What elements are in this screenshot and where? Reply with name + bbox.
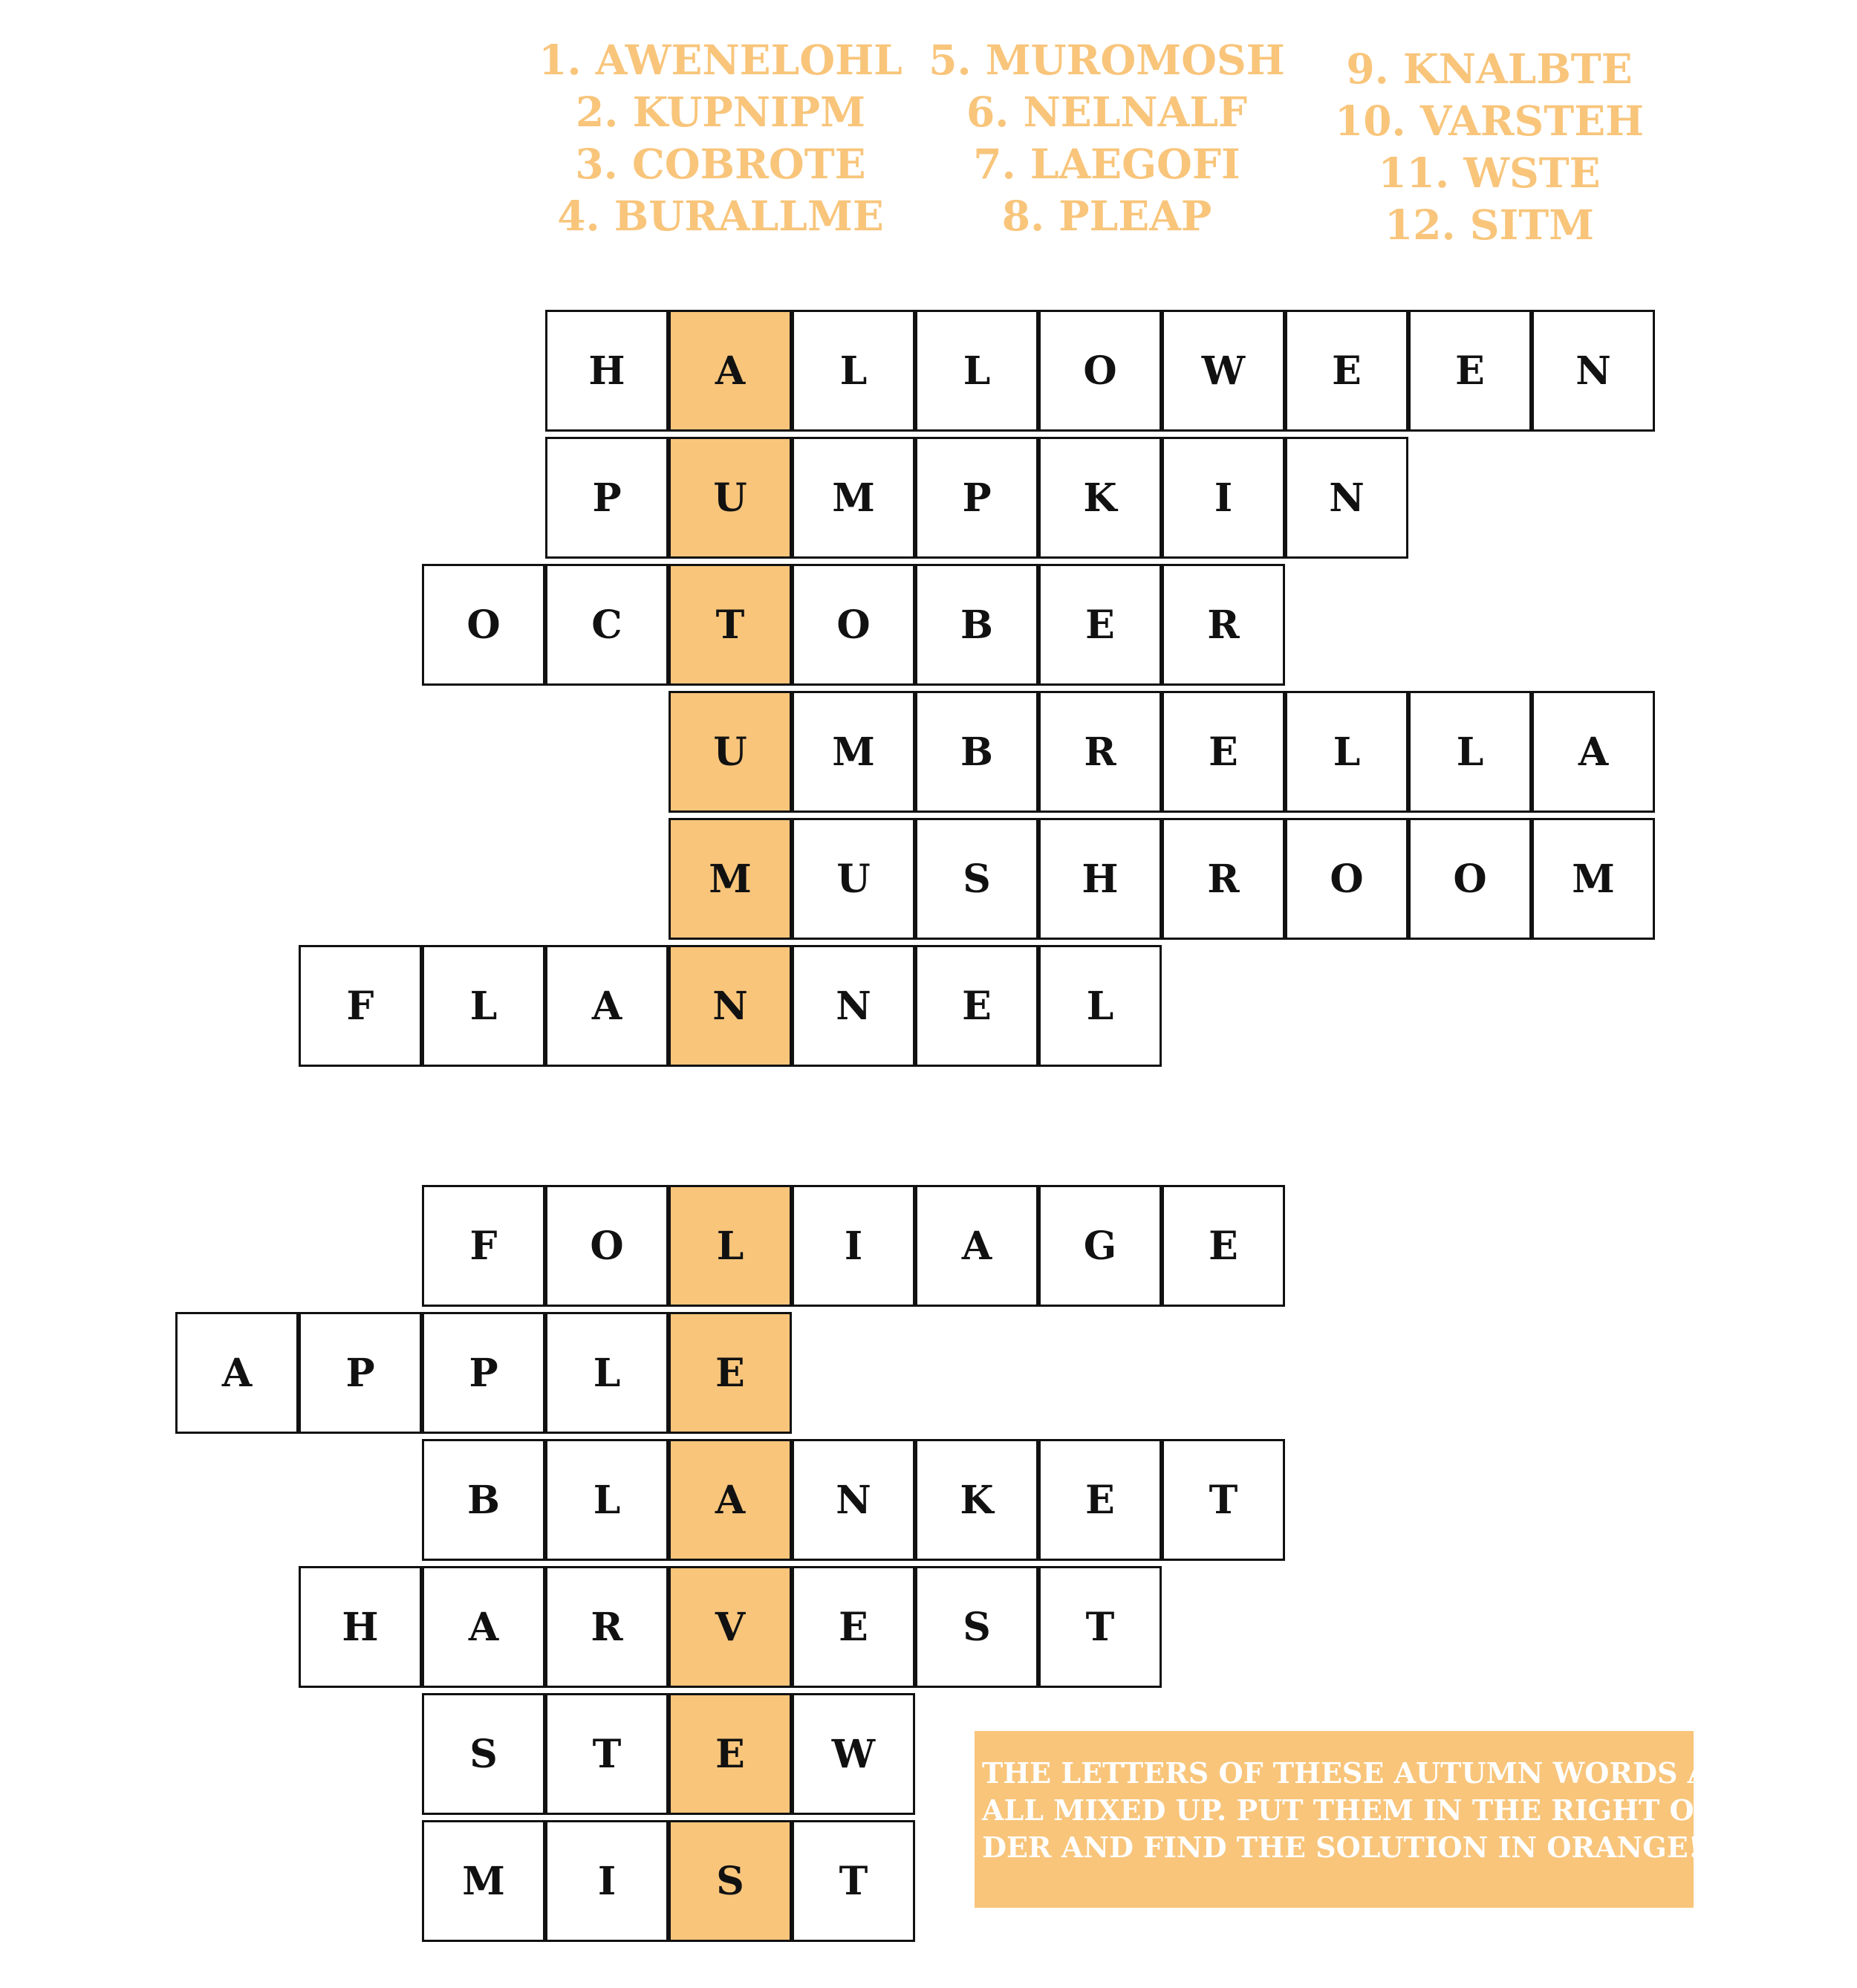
letter-cell: B [915,691,1038,813]
solution-letter-cell: E [669,1693,792,1815]
solution-letter-cell: M [669,818,792,940]
letter-cell: L [545,1312,669,1434]
letter-cell: E [1038,564,1162,686]
letter-cell: A [422,1566,545,1688]
letter-cell: L [545,1439,669,1561]
letter-cell: O [422,564,545,686]
solution-letter-cell: V [669,1566,792,1688]
letter-cell: S [915,1566,1038,1688]
letter-cell: N [792,1439,915,1561]
letter-cell: L [915,310,1038,432]
letter-cell: T [1038,1566,1162,1688]
letter-cell: G [1038,1185,1162,1307]
solution-letter-cell: L [669,1185,792,1307]
clue-item: 3. COBROTE [575,140,866,188]
solution-letter-cell: A [669,310,792,432]
letter-cell: E [1285,310,1408,432]
letter-cell: O [1285,818,1408,940]
letter-cell: E [1408,310,1532,432]
clue-item: 1. AWENELOHL [539,36,903,84]
letter-cell: F [299,945,422,1067]
letter-cell: M [792,437,915,559]
letter-cell: I [545,1820,669,1942]
solution-letter-cell: U [669,437,792,559]
letter-cell: N [1532,310,1655,432]
letter-cell: M [792,691,915,813]
clue-item: 6. NELNALF [966,88,1248,136]
letter-cell: B [422,1439,545,1561]
letter-cell: H [1038,818,1162,940]
letter-cell: P [422,1312,545,1434]
letter-cell: T [1162,1439,1285,1561]
letter-cell: S [915,818,1038,940]
solution-letter-cell: A [669,1439,792,1561]
instructions-line: DER AND FIND THE SOLUTION IN ORANGE! [982,1831,1701,1864]
letter-cell: A [545,945,669,1067]
solution-letter-cell: N [669,945,792,1067]
letter-cell: E [792,1566,915,1688]
letter-cell: C [545,564,669,686]
letter-cell: I [1162,437,1285,559]
letter-cell: T [792,1820,915,1942]
letter-cell: M [1532,818,1655,940]
letter-cell: P [545,437,669,559]
letter-cell: L [1408,691,1532,813]
letter-cell: H [299,1566,422,1688]
clue-item: 10. VARSTEH [1334,97,1645,145]
letter-cell: N [792,945,915,1067]
letter-cell: H [545,310,669,432]
clue-item: 9. KNALBTE [1346,45,1633,93]
letter-cell: P [915,437,1038,559]
instructions-line: THE LETTERS OF THESE AUTUMN WORDS ARE [982,1756,1754,1790]
letter-cell: O [1038,310,1162,432]
letter-cell: A [1532,691,1655,813]
letter-cell: E [1162,691,1285,813]
letter-cell: L [1285,691,1408,813]
letter-cell: R [1162,818,1285,940]
clue-item: 5. MUROMOSH [928,36,1285,84]
solution-letter-cell: U [669,691,792,813]
letter-cell: O [792,564,915,686]
clue-item: 8. PLEAP [1001,192,1212,240]
letter-cell: L [1038,945,1162,1067]
letter-cell: U [792,818,915,940]
letter-cell: F [422,1185,545,1307]
clue-item: 12. SITM [1384,201,1595,249]
letter-cell: W [1162,310,1285,432]
solution-letter-cell: S [669,1820,792,1942]
letter-cell: L [792,310,915,432]
letter-cell: A [915,1185,1038,1307]
letter-cell: W [792,1693,915,1815]
letter-cell: L [422,945,545,1067]
clue-item: 2. KUPNIPM [576,88,865,136]
solution-letter-cell: T [669,564,792,686]
clue-item: 7. LAEGOFI [973,140,1240,188]
instructions-box [975,1731,1754,1908]
letter-cell: E [1038,1439,1162,1561]
letter-cell: O [545,1185,669,1307]
letter-cell: R [1038,691,1162,813]
letter-cell: I [792,1185,915,1307]
letter-cell: M [422,1820,545,1942]
letter-cell: E [1162,1185,1285,1307]
letter-cell: T [545,1693,669,1815]
letter-cell: O [1408,818,1532,940]
clue-item: 11. WSTE [1378,149,1601,197]
clue-item: 4. BURALLME [557,192,884,240]
letter-cell: N [1285,437,1408,559]
solution-letter-cell: E [669,1312,792,1434]
letter-cell: K [915,1439,1038,1561]
letter-cell: R [545,1566,669,1688]
letter-cell: E [915,945,1038,1067]
instructions-line: ALL MIXED UP. PUT THEM IN THE RIGHT OR- [982,1793,1729,1827]
letter-cell: R [1162,564,1285,686]
letter-cell: S [422,1693,545,1815]
letter-cell: P [299,1312,422,1434]
letter-cell: K [1038,437,1162,559]
letter-cell: B [915,564,1038,686]
letter-cell: A [175,1312,299,1434]
